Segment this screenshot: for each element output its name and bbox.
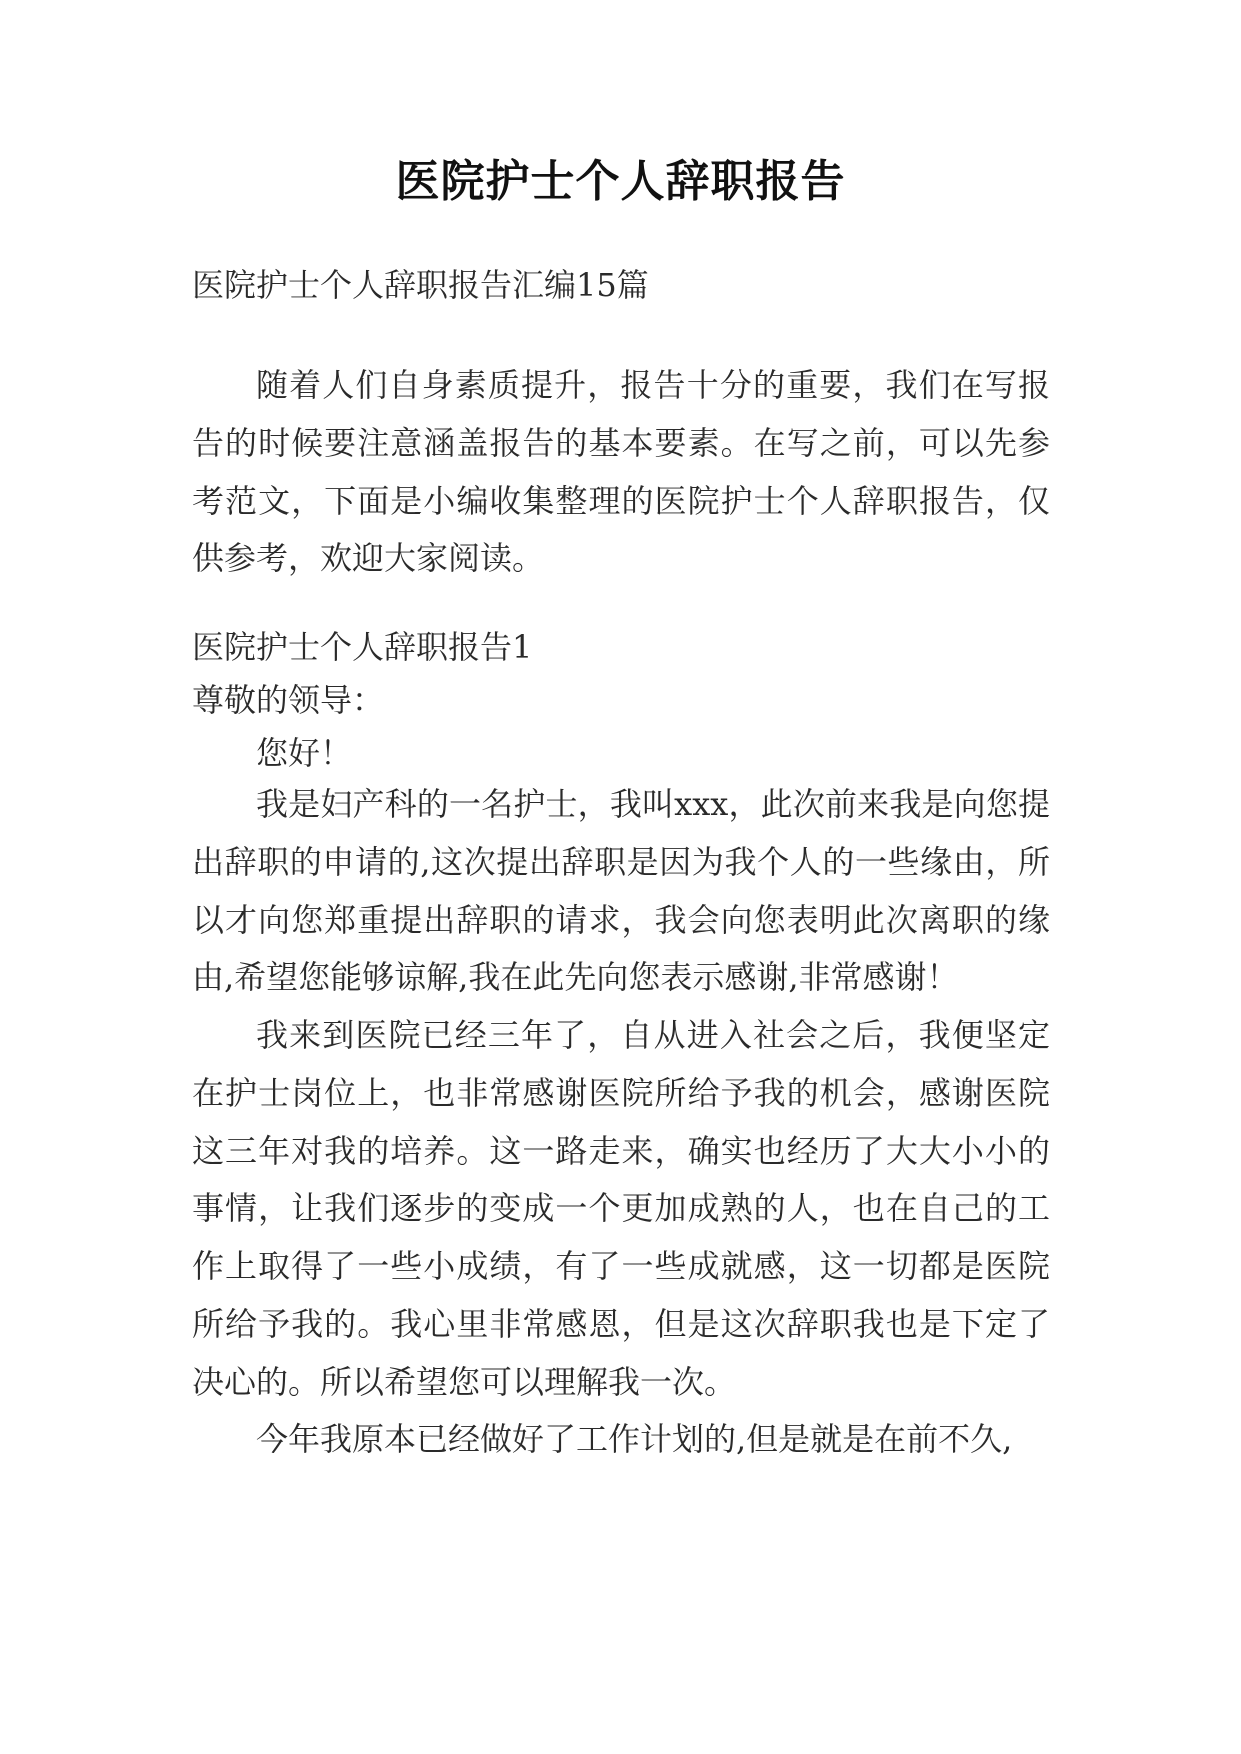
body-paragraph: 我来到医院已经三年了，自从进入社会之后，我便坚定在护士岗位上，也非常感谢医院所给予我的机会，感谢医院这三年对我的培养。这一路走来，确实也经历了大大小小的事情，让我们逐步的变成一个更加成熟的人，也在自己的工作上取得了一些小成绩，有了一些成就感，这一切都是医院所给予我的。我心里非常感恩，但是这次辞职我也是下定了决心的。所以希望您可以理解我一次。 bbox=[192, 1016, 1050, 1401]
section-heading: 医院护士个人辞职报告1 bbox=[192, 628, 533, 666]
body-paragraph: 我是妇产科的一名护士，我叫xxx，此次前来我是向您提出辞职的申请的,这次提出辞职是因为我个人的一些缘由，所以才向您郑重提出辞职的请求，我会向您表明此次离职的缘由,希望您能够谅解,我在此先向您表示感谢,非常感谢！ bbox=[192, 785, 1050, 997]
greeting: 您好！ bbox=[256, 734, 353, 772]
body-paragraph: 今年我原本已经做好了工作计划的,但是就是在前不久, bbox=[256, 1420, 1013, 1458]
document-subtitle: 医院护士个人辞职报告汇编15篇 bbox=[192, 266, 649, 304]
document-title: 医院护士个人辞职报告 bbox=[395, 156, 846, 207]
salutation: 尊敬的领导： bbox=[192, 681, 385, 719]
intro-paragraph: 随着人们自身素质提升，报告十分的重要，我们在写报告的时候要注意涵盖报告的基本要素。在写之前，可以先参考范文，下面是小编收集整理的医院护士个人辞职报告，仅供参考，欢迎大家阅读。 bbox=[192, 366, 1050, 578]
